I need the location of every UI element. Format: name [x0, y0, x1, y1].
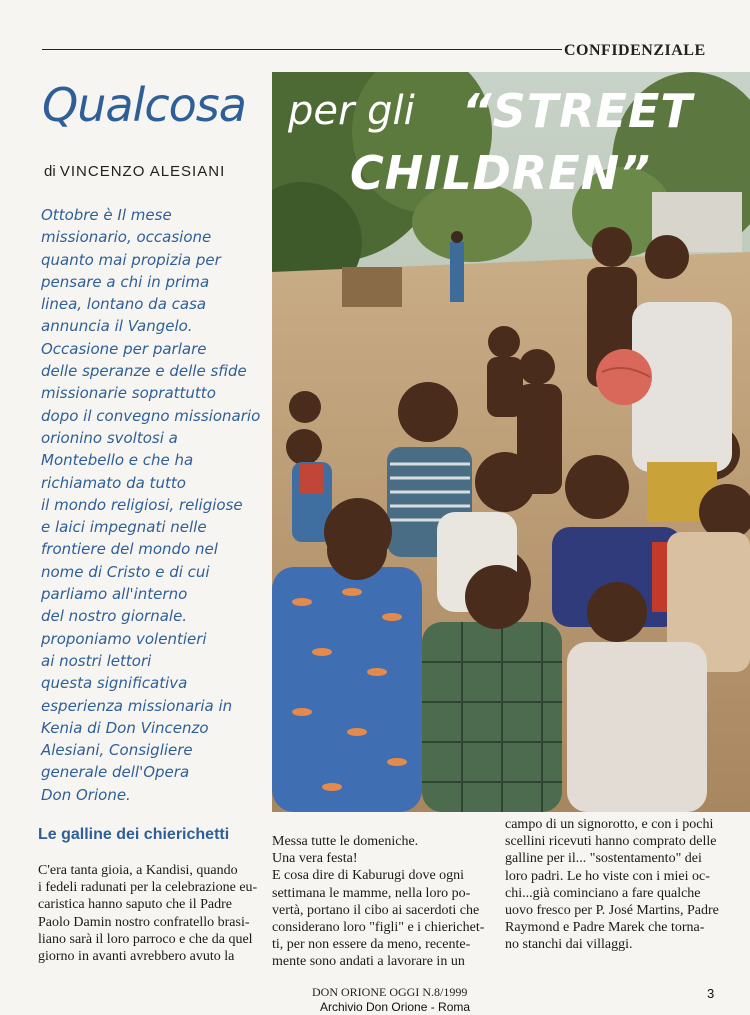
body-line: E cosa dire di Kaburugi dove ogni	[272, 868, 465, 884]
intro-line: proponiamo volentieri	[41, 629, 207, 648]
intro-line: frontiere del mondo nel	[41, 540, 218, 559]
body-line: Paolo Damin nostro confratello brasi-	[38, 914, 250, 930]
intro-line: dopo il convegno missionario	[41, 406, 261, 425]
body-line: no stanchi dai villaggi.	[505, 937, 633, 953]
intro-line: linea, lontano da casa	[41, 295, 207, 314]
body-column-2	[272, 833, 486, 971]
intro-line: Ottobre è Il mese	[41, 206, 172, 224]
body-line: considerano loro "figli" e i chierichet-	[272, 920, 485, 936]
intro-line: e laici impegnati nelle	[41, 518, 207, 537]
body-line: giorno in avanti avrebbero avuto la	[38, 949, 235, 965]
body-line: i fedeli radunati per la celebrazione eu-	[38, 880, 258, 896]
intro-line: Alesiani, Consigliere	[41, 741, 193, 760]
body-line: scellini ricevuti hanno comprato delle	[505, 834, 717, 850]
intro-paragraph	[41, 204, 263, 806]
intro-line: Kenia di Don Vincenzo	[41, 718, 209, 737]
intro-line: esperienza missionaria in	[41, 696, 233, 715]
intro-line: quanto mai propizia per	[41, 250, 221, 269]
section-label: CONFIDENZIALE	[564, 42, 706, 59]
intro-line: missionarie soprattutto	[41, 384, 216, 403]
intro-line: ai nostri lettori	[41, 651, 152, 670]
intro-line: del nostro giornale.	[41, 607, 188, 626]
footer-magazine: DON ORIONE OGGI N.8/1999	[312, 985, 468, 999]
body-line: galline per il... "sostentamento" dei	[505, 851, 702, 867]
intro-line: parliamo all'interno	[41, 585, 188, 604]
title-per-gli: per gli	[288, 88, 415, 134]
intro-line: il mondo religiosi, religiose	[41, 495, 243, 514]
footer-archive: Archivio Don Orione - Roma	[320, 1000, 471, 1014]
body-line: Messa tutte le domeniche.	[272, 834, 419, 849]
body-line: caristica hanno saputo che il Padre	[38, 897, 232, 913]
byline-author: VINCENZO ALESIANI	[59, 163, 226, 180]
intro-line: Montebello e che ha	[41, 451, 194, 470]
title-street: “STREET	[462, 84, 693, 138]
header-rule	[42, 49, 562, 50]
body-column-1	[38, 862, 258, 965]
intro-line: missionario, occasione	[41, 228, 212, 247]
intro-line: questa significativa	[41, 674, 188, 693]
intro-line: pensare a chi in prima	[41, 272, 210, 291]
intro-line: Occasione per parlare	[41, 339, 207, 358]
body-line: ti, per non essere da meno, recente-	[272, 937, 471, 953]
byline	[44, 163, 225, 180]
subhead: Le galline dei chierichetti	[38, 826, 230, 843]
title-qualcosa: Qualcosa	[42, 78, 246, 132]
body-line: C'era tanta gioia, a Kandisi, quando	[38, 863, 238, 878]
intro-line: annuncia il Vangelo.	[41, 317, 193, 336]
body-line: loro padri. Le ho viste con i miei oc-	[505, 868, 710, 884]
body-line: chi...già cominciano a fare qualche	[505, 885, 701, 901]
intro-line: generale dell'Opera	[41, 763, 190, 782]
body-line: Raymond e Padre Marek che torna-	[505, 920, 705, 936]
page-number: 3	[707, 986, 715, 1001]
body-column-3	[505, 816, 719, 954]
body-line: uovo fresco per P. José Martins, Padre	[505, 903, 719, 919]
intro-line: orionino svoltosi a	[41, 428, 178, 447]
intro-line: richiamato da tutto	[41, 473, 186, 492]
body-line: liano sarà il loro parroco e che da quel	[38, 931, 253, 947]
intro-line: delle speranze e delle sfide	[41, 362, 247, 381]
intro-line: Don Orione.	[41, 785, 131, 804]
body-line: vertà, portano il cibo ai sacerdoti che	[272, 902, 480, 918]
title-children: CHILDREN”	[350, 146, 651, 200]
body-line: campo di un signorotto, e con i pochi	[505, 817, 714, 832]
byline-prefix: di	[44, 163, 56, 180]
body-line: mente sono andati a lavorare in un	[272, 954, 465, 970]
body-line: Una vera festa!	[272, 851, 358, 867]
intro-line: nome di Cristo e di cui	[41, 562, 210, 581]
body-line: settimana le mamme, nella loro po-	[272, 885, 471, 901]
